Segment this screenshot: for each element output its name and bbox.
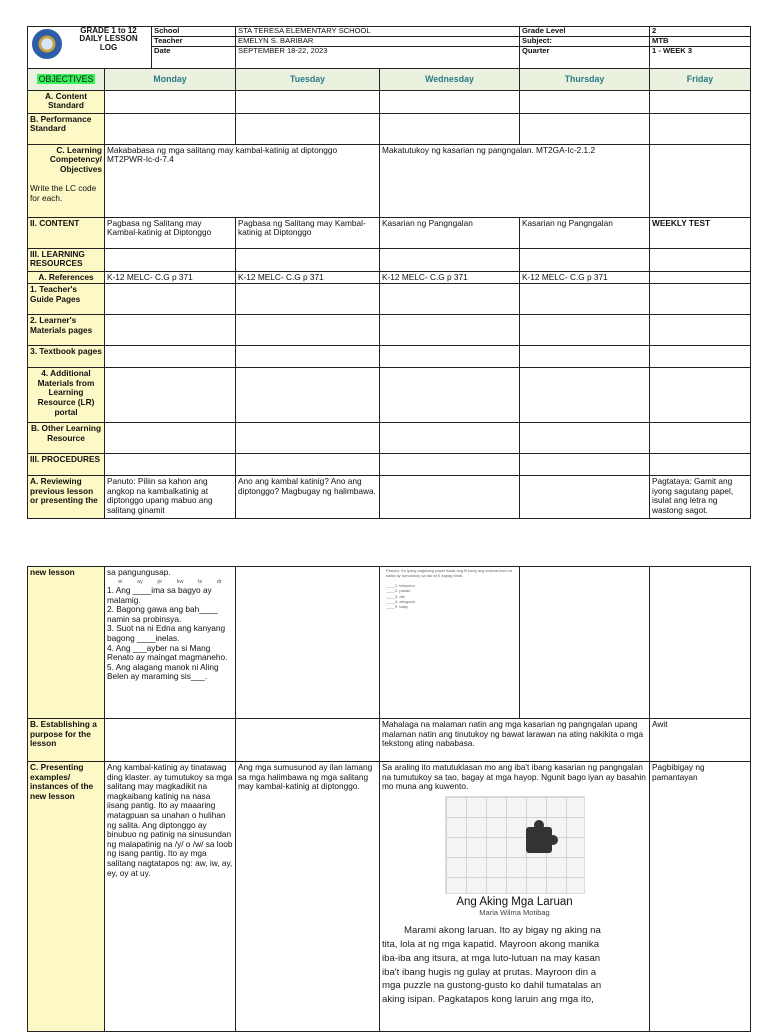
present-fri: Pagbibigay ng pamantayan: [650, 762, 751, 1032]
header-title-cell: [28, 27, 152, 69]
mon-item-5: 5. Ang alagang manok ni Aling Belen ay maraming sis___.: [107, 661, 219, 682]
lc-wed-thu: Makatutukoy ng kasarian ng pangngalan. MT2GA-Ic-2.1.2: [380, 144, 650, 217]
title-line-2: DAILY LESSON: [79, 34, 138, 44]
story-title: Ang Aking Mga Laruan: [456, 895, 573, 908]
reviewing-row: [28, 476, 751, 519]
establishing-label: B. Establishing a purpose for the lesson: [28, 719, 105, 762]
mon-item-4: 4. Ang ___ayber na si Mang Renato ay maingat magmaneho.: [107, 642, 228, 663]
establishing-row: [28, 719, 751, 762]
grade-level-label: Grade Level: [520, 27, 650, 37]
content-thu: Kasarian ng Pangngalan: [520, 217, 650, 248]
monday-header: Monday: [105, 68, 236, 90]
puzzle-piece-icon: [526, 827, 552, 853]
performance-standard-row: [28, 113, 751, 144]
new-lesson-row: [28, 567, 751, 719]
other-resources-row: [28, 423, 751, 454]
thursday-header: Thursday: [520, 68, 650, 90]
additional-materials-label: 4. Additional Materials from Learning Resource (LR) portal: [28, 368, 105, 423]
references-label: A. References: [28, 271, 105, 284]
performance-standard-label: B. Performance Standard: [28, 113, 105, 144]
learners-materials-row: [28, 315, 751, 346]
mon-item-1: 1. Ang ____ima sa bagyo ay malamig.: [107, 584, 212, 605]
date-label: Date: [152, 46, 236, 68]
teacher-value: EMELYN S. BARIBAR: [236, 36, 520, 46]
mon-item-2: 2. Bagong gawa ang bah____ namin sa probinsya.: [107, 604, 218, 624]
wed-instructions: Panuto: Sa iyong sagutang papel isulat ang B kung ang sumusunod na salita ay tumutukoy sa tao at K kapag hindi.: [386, 568, 512, 579]
procedures-label: III. PROCEDURES: [28, 454, 105, 476]
other-resources-label: B. Other Learning Resource: [28, 423, 105, 454]
new-lesson-mon: sa pangungusap. ei ay pr kw ts dr 1. Ang ____ima sa bagyo ay malamig. 2. Bagong gawa ang bah____ namin sa probinsya. 3. Suot na ni Edna ang kanyang bagong ____inelas. 4. Ang ___ayber na si Mang Renato ay maingat magmaneho. 5. Ang alagang manok ni Aling Belen ay maraming sis___.: [105, 567, 236, 719]
title-line-1: GRADE 1 to 12: [80, 26, 137, 35]
grade-level-value: 2: [650, 27, 751, 37]
references-row: [28, 271, 751, 284]
new-lesson-wed: Panuto: Sa iyong sagutang papel isulat ang B kung ang sumusunod na salita ay tumutukoy sa tao at K kapag hindi. ____1. telepono ____2. parian ____3. ate ____4. abogado ____5. tatay: [380, 567, 520, 719]
dll-table-page2: [27, 566, 751, 1032]
learning-competency-row: [28, 144, 751, 217]
content-fri: WEEKLY TEST: [650, 217, 751, 248]
additional-materials-row: [28, 368, 751, 423]
ref-wed: K-12 MELC- C.G p 371: [380, 271, 520, 284]
quarter-value: 1 - WEEK 3: [650, 46, 751, 68]
establish-fri: Awit: [650, 719, 751, 762]
wednesday-header: Wednesday: [380, 68, 520, 90]
story-body: Marami akong laruan. Ito ay bigay ng aking na tita, lola at ng mga kapatid. Mayroon akong manika iba-iba ang itsura, at mga luto-lutuan na may kasan iba't ibang hugis ng gulay at prutas. Mayroon din a mga puzzle na gustong-gusto ko dahil tumatalas an aking isipan. Pagkatapos kong laruin ang mga ito,: [382, 924, 602, 1006]
review-tue: Ano ang kambal katinig? Ano ang diptonggo? Magbugay ng halimbawa.: [236, 476, 380, 519]
learning-resources-label: III. LEARNING RESOURCES: [28, 248, 105, 271]
review-fri: Pagtataya: Gamit ang iyong sagutang papel, isulat ang letra ng wastong sagot.: [650, 476, 751, 519]
present-wed: Sa araling ito matutuklasan mo ang iba't ibang kasarian ng pangngalan na tumutukoy sa tao, bagay at mga hayop. Ngunit bago iyan ay basahin mo muna ang kuwento. Ang Aking Mga Laruan Maria Wilma Motibag Marami akong laruan. Ito ay bigay ng aking na tita, lola at ng mga kapatid. Mayroon akong manika iba-iba ang itsura, at mga luto-lutuan na may kasan iba't ibang hugis ng gulay at prutas. Mayroon din a mga puzzle na gustong-gusto ko dahil tumatalas an aking isipan. Pagkatapos kong laruin ang mga ito,: [380, 762, 650, 1032]
teachers-guide-label: 1. Teacher's Guide Pages: [28, 284, 105, 315]
ref-thu: K-12 MELC- C.G p 371: [520, 271, 650, 284]
learning-competency-label: C. Learning Competency/ Objectives Write the LC code for each.: [28, 144, 105, 217]
school-value: STA TERESA ELEMENTARY SCHOOL: [236, 27, 520, 37]
mon-item-3: 3. Suot na ni Edna ang kanyang bagong ____inelas.: [107, 623, 226, 644]
friday-header: Friday: [650, 68, 751, 90]
deped-seal-icon: [32, 29, 62, 59]
header-row-1: [28, 27, 751, 37]
subject-value: MTB: [650, 36, 751, 46]
review-mon: Panuto: Piliin sa kahon ang angkop na kambalkatinig at diptonggo upang mabuo ang salitang ginamit: [105, 476, 236, 519]
puzzle-image: [445, 796, 585, 894]
content-standard-label: A. Content Standard: [28, 90, 105, 113]
content-mon: Pagbasa ng Salitang may Kambal-katinig at Diptonggo: [105, 217, 236, 248]
content-wed: Kasarian ng Pangngalan: [380, 217, 520, 248]
choice-box: ei ay pr kw ts dr: [118, 578, 222, 585]
quarter-label: Quarter: [520, 46, 650, 68]
dll-table-page1: [27, 26, 751, 519]
presenting-label: C. Presenting examples/ instances of the new lesson: [28, 762, 105, 1032]
learners-materials-label: 2. Learner's Materials pages: [28, 315, 105, 346]
textbook-label: 3. Textbook pages: [28, 346, 105, 368]
ref-mon: K-12 MELC- C.G p 371: [105, 271, 236, 284]
establish-wed: Mahalaga na malaman natin ang mga kasarian ng pangngalan upang malaman natin ang tinutukoy ng bawat larawan na ating nakikita o mga tekstong ating nababasa.: [380, 719, 650, 762]
reviewing-label: A. Reviewing previous lesson or presenting the: [28, 476, 105, 519]
present-mon: Ang kambal-katinig ay tinatawag ding klaster. ay tumutukoy sa mga salitang may magkadikit na magkaibang katinig na nasa iisang pantig. Ito ay maaaring matagpuan sa unahan o hulihan ng salita. Ang diptonggo ay binubuo ng patinig na sinusundan ng malapatinig na /y/ o /w/ sa loob ng isang pantig. Ito ay mga salitang nagtatapos ng: aw, iw, ay, ey, oy at uy.: [105, 762, 236, 1032]
teachers-guide-row: [28, 284, 751, 315]
new-lesson-label: new lesson: [28, 567, 105, 719]
content-row: [28, 217, 751, 248]
title-line-3: LOG: [99, 42, 118, 52]
learning-resources-row: [28, 248, 751, 271]
lc-mon-tue: Makababasa ng mga salitang may kambal-katinig at diptonggo MT2PWR-Ic-d-7.4: [105, 144, 380, 217]
objectives-header: OBJECTIVES: [28, 68, 105, 90]
school-label: School: [152, 27, 236, 37]
textbook-row: [28, 346, 751, 368]
subject-label: Subject:: [520, 36, 650, 46]
date-value: SEPTEMBER 18-22, 2023: [236, 46, 520, 68]
presenting-row: [28, 762, 751, 1032]
ref-tue: K-12 MELC- C.G p 371: [236, 271, 380, 284]
teacher-label: Teacher: [152, 36, 236, 46]
content-label: II. CONTENT: [28, 217, 105, 248]
content-tue: Pagbasa ng Salitang may Kambal-katinig at Diptonggo: [236, 217, 380, 248]
tuesday-header: Tuesday: [236, 68, 380, 90]
present-tue: Ang mga sumusunod ay ilan lamang sa mga halimbawa ng mga salitang may kambal-katinig at diptonggo.: [236, 762, 380, 1032]
story-author: Maria Wilma Motibag: [479, 908, 550, 918]
day-header-row: [28, 68, 751, 90]
procedures-row: [28, 454, 751, 476]
content-standard-row: [28, 90, 751, 113]
